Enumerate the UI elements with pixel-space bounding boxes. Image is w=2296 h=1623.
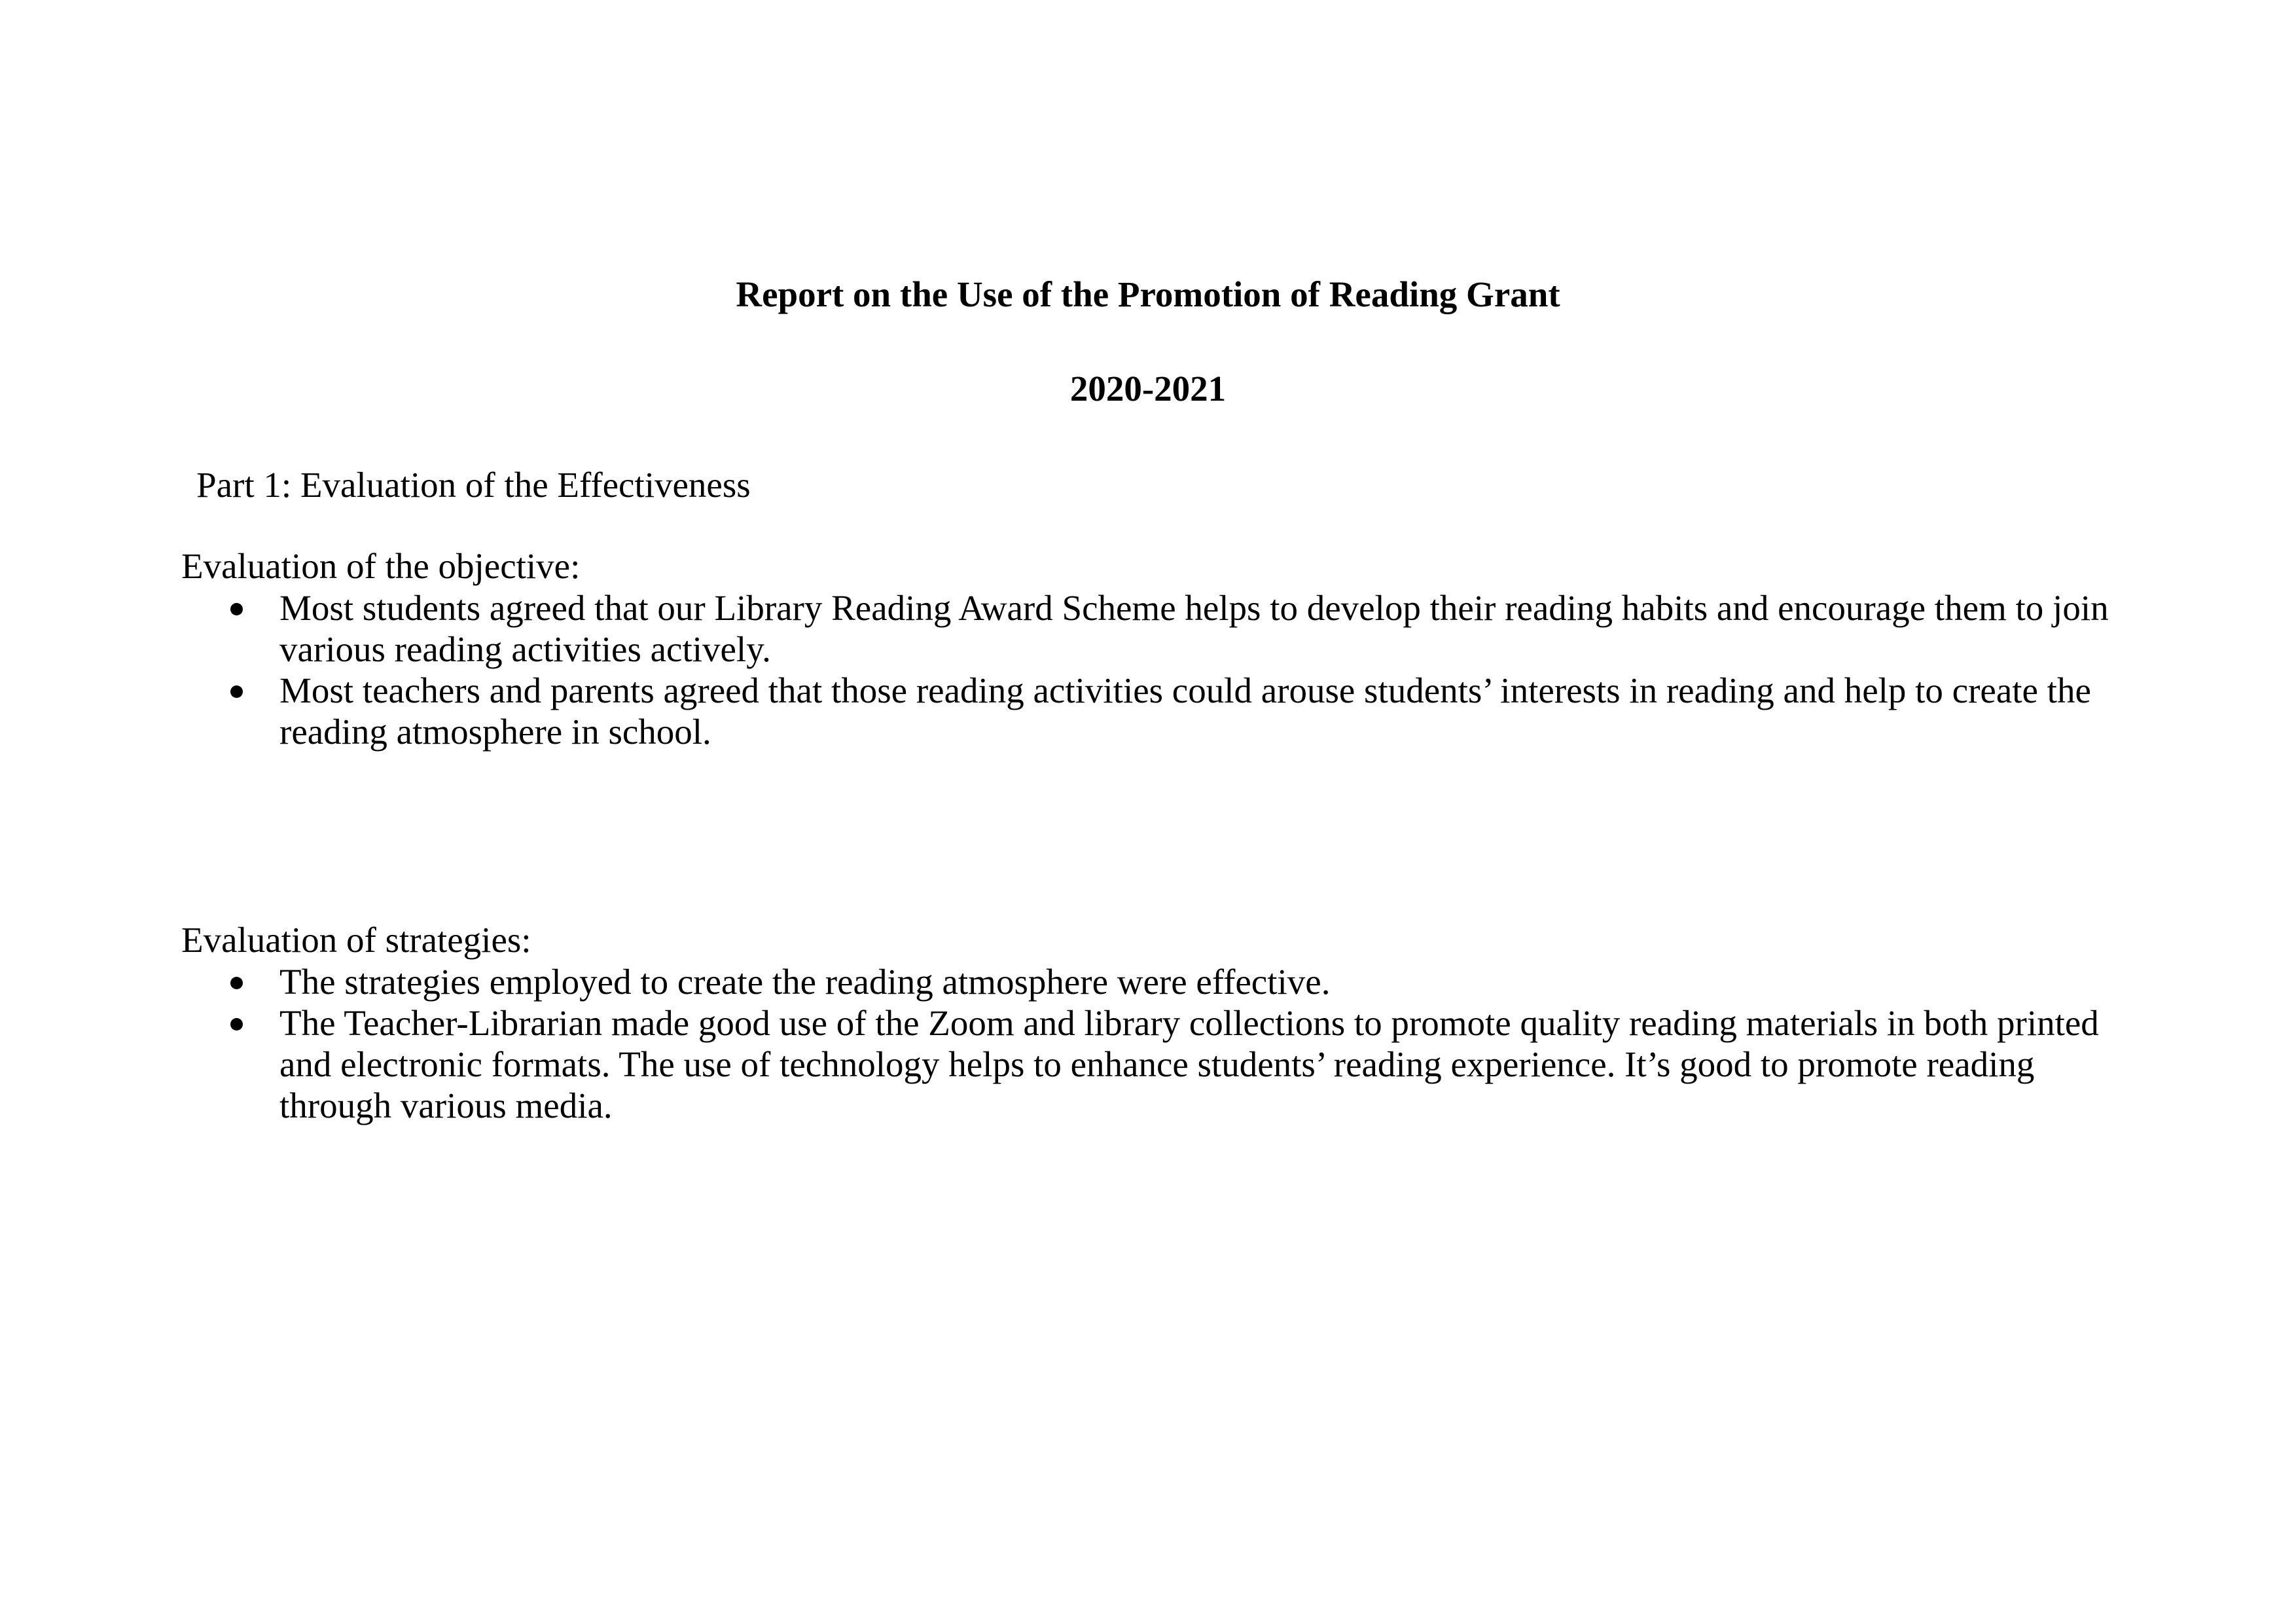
bullet-icon [230,603,243,615]
document-year: 2020-2021 [1069,369,1227,409]
list-item-text: Most students agreed that our Library Reading Award Scheme helps to develop their reading habits and encourage them to join various reading activities actively. [279,588,2109,669]
objective-evaluation-section [181,545,2119,752]
bullet-icon [230,1018,243,1030]
list-item-text: Most teachers and parents agreed that those reading activities could arouse students’ interests in reading and help to create the reading atmosphere in school. [279,670,2091,752]
bullet-icon [230,685,243,698]
list-item [181,670,2119,752]
list-item [181,587,2119,670]
list-item [181,961,2119,1002]
objective-evaluation-list [181,587,2119,752]
part-heading: Part 1: Evaluation of the Effectiveness [196,465,751,505]
objective-evaluation-label: Evaluation of the objective: [181,546,581,586]
list-item [181,1002,2119,1126]
document-title: Report on the Use of the Promotion of Reading Grant [736,274,1560,314]
bullet-icon [230,977,243,989]
strategies-evaluation-list [181,961,2119,1126]
strategies-evaluation-section [181,919,2119,1126]
list-item-text: The Teacher-Librarian made good use of the Zoom and library collections to promote quality reading materials in both printed and electronic formats. The use of technology helps to enhance students’ reading experience. It’s good to promote reading through various media. [279,1003,2099,1125]
strategies-evaluation-label: Evaluation of strategies: [181,920,531,960]
list-item-text: The strategies employed to create the reading atmosphere were effective. [279,962,1331,1002]
